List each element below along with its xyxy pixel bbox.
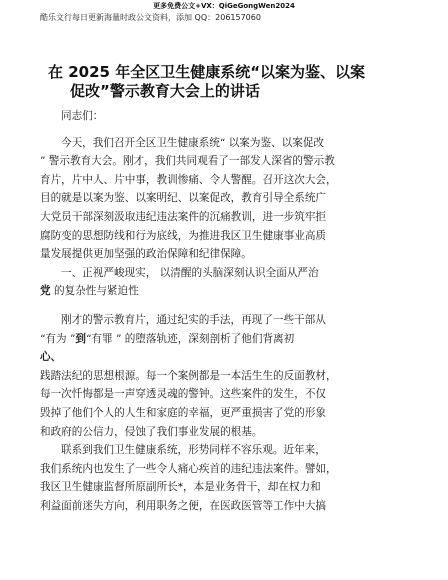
paragraph-line: 和政府的公信力，侵蚀了我们事业发展的根基。 [40, 425, 263, 438]
paragraph-line: 联系到我们卫生健康系统，形势同样不容乐观。近年来， [61, 444, 326, 457]
section-heading-1 [40, 264, 412, 301]
paragraph-line: 刚才的警示教育片，通过纪实的手法，再现了一些干部从 [61, 313, 326, 326]
paragraph-line: ” 警示教育大会。刚才，我们共同观看了一部发人深省的警示教 [40, 155, 335, 168]
paragraph-2 [40, 311, 412, 441]
paragraph-line: 利益面前迷失方向，利用职务之便，在医政医管等工作中大搞 [40, 499, 327, 512]
paragraph-line [40, 330, 412, 349]
paragraph-line: 每一次忏悔都是一声穿透灵魂的警钟。这些案件的发生，不仅 [40, 388, 327, 401]
paragraph-line: 践踏法纪的思想根源。每一个案例都是一本活生生的反面教材， [40, 369, 337, 382]
document-title [48, 63, 400, 101]
document-body [40, 107, 412, 515]
quote-fragment: “有罪 ” 的堕落轨迹，深刻剖析了他们背离初 [85, 332, 295, 345]
paragraph-line: 量发展提供更加坚强的政治保障和纪律保障。 [40, 248, 252, 261]
header-promo-line: 更多免费公文+VX：QiGeGongWen2024 [153, 2, 295, 10]
paragraph-3 [40, 441, 412, 515]
paragraph-line: 育片，片中人、片中事，教训惨痛、令人警醒。召开这次大会， [40, 173, 337, 186]
paragraph-line: 毁掉了他们个人的人生和家庭的幸福，更严重损害了党的形象 [40, 406, 327, 419]
paragraph-1 [40, 134, 412, 264]
paragraph-line: 心、 [40, 351, 62, 364]
heading-bold-char: 党 [40, 285, 51, 298]
heading-rest: 的复杂性与紧迫性 [50, 285, 139, 298]
paragraph-line: 我们系统内也发生了一些令人痛心疾首的违纪违法案件。譬如， [40, 462, 337, 475]
paragraph-line: 大党员干部深刻汲取违纪违法案件的沉痛教训，进一步筑牢拒 [40, 210, 327, 223]
salutation: 同志们： [61, 110, 104, 122]
paragraph-line: 今天，我们召开全区卫生健康系统“ 以案为鉴、以案促改 [61, 136, 325, 149]
header-source-line: 酷乐文行每日更新海量时政公文资料，添加 QQ：206157060 [40, 13, 261, 22]
paragraph-line: 目的就是以案为鉴、以案明纪、以案促改，教育引导全系统广 [40, 192, 327, 205]
paragraph-line: 腐防变的思想防线和行为底线，为推进我区卫生健康事业高质 [40, 229, 327, 242]
paragraph-line: 我区卫生健康监督所原副所长*，本是业务骨干，却在权力和 [40, 481, 321, 494]
title-line-2: 促改”警示教育大会上的讲话 [70, 82, 260, 100]
heading-line [40, 282, 412, 301]
title-line-1: 在 2025 年全区卫生健康系统“以案为鉴、以案 [48, 63, 366, 81]
bold-fragment: 到 [75, 332, 86, 345]
quote-fragment: “有为 ” [40, 332, 76, 345]
heading-line: 一、正视严峻现实， 以清醒的头脑深刻认识全面从严治 [61, 266, 319, 279]
